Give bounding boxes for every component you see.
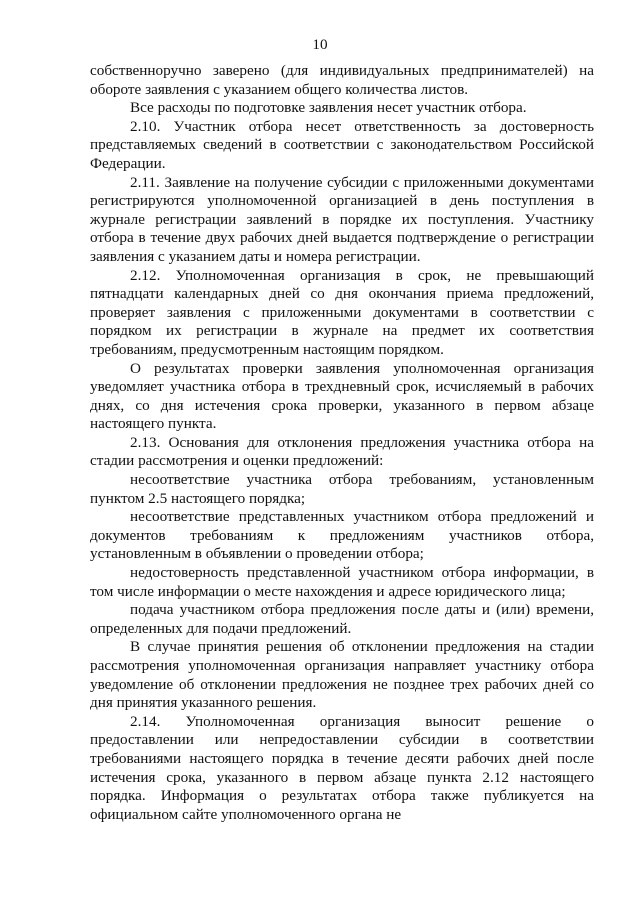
paragraph-2-11: 2.11. Заявление на получение субсидии с приложенными документами регистрируются уполномоченной организацией в день поступления в журнале регистрации заявлений в порядке их поступления. Участнику отбора в течение двух рабочих дней выдается подтверждение о регистрации заявления с указанием даты и номера регистрации.	[90, 173, 594, 265]
paragraph-reason-documents: несоответствие представленных участником отбора предложений и документов требованиям к предложениям участников отбора, установленным в объявлении о проведении отбора;	[90, 508, 594, 563]
paragraph-reason-requirements: несоответствие участника отбора требованиям, установленным пунктом 2.5 настоящего порядка;	[90, 471, 594, 507]
document-body	[90, 62, 594, 824]
paragraph-check-results: О результатах проверки заявления уполномоченная организация уведомляет участника отбора в трехдневный срок, исчисляемый в рабочих днях, со дня истечения срока проверки, указанного в первом абзаце настоящего пункта.	[90, 359, 594, 433]
paragraph-expenses: Все расходы по подготовке заявления несет участник отбора.	[130, 99, 527, 117]
paragraph-2-10: 2.10. Участник отбора несет ответственность за достоверность представляемых сведений в соответствии с законодательством Российской Федерации.	[90, 117, 594, 172]
paragraph-reason-late-submission: подача участником отбора предложения после даты и (или) времени, определенных для подачи предложений.	[90, 601, 594, 637]
paragraph-2-12: 2.12. Уполномоченная организация в срок, не превышающий пятнадцати календарных дней со дня окончания приема предложений, проверяет заявления с приложенными документами в соответствии с порядком их регистрации в журнале на предмет их соответствия требованиям, предусмотренным настоящим порядком.	[90, 266, 594, 358]
paragraph-2-14: 2.14. Уполномоченная организация выносит решение о предоставлении или непредоставлении субсидии в соответствии требованиями настоящего порядка в течение десяти рабочих дней после истечения срока, указанного в первом абзаце пункта 2.12 настоящего порядка. Информация о результатах отбора также публикуется на официальном сайте уполномоченного органа не	[90, 712, 594, 823]
paragraph-rejection-notice: В случае принятия решения об отклонении предложения на стадии рассмотрения уполномоченная организация направляет участнику отбора уведомление об отклонении предложения не позднее трех рабочих дней со дня принятия указанного решения.	[90, 638, 594, 712]
paragraph-continuation: собственноручно заверено (для индивидуальных предпринимателей) на обороте заявления с указанием общего количества листов.	[90, 62, 594, 98]
paragraph-2-13: 2.13. Основания для отклонения предложения участника отбора на стадии рассмотрения и оценки предложений:	[90, 433, 594, 470]
page-number: 10	[312, 36, 328, 53]
paragraph-reason-false-info: недостоверность представленной участником отбора информации, в том числе информации о месте нахождения и адресе юридического лица;	[90, 564, 594, 600]
